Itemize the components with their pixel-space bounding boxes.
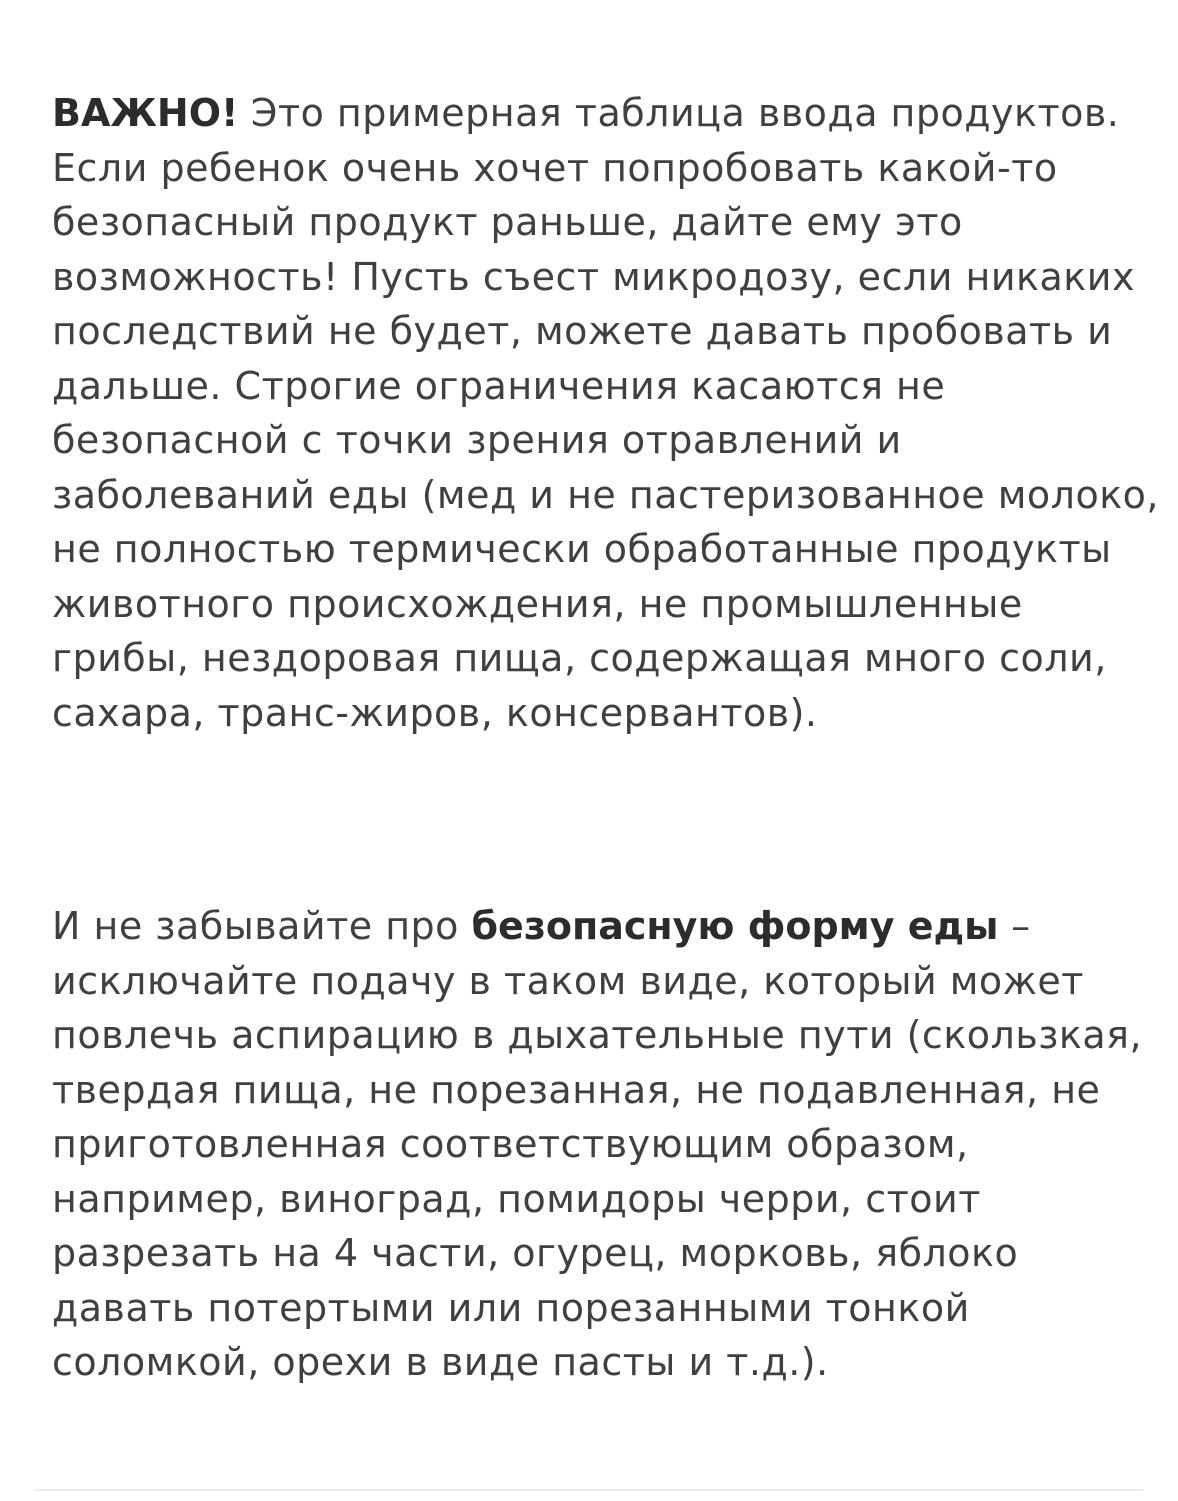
important-paragraph [52, 86, 1160, 740]
safe-food-paragraph [52, 899, 1160, 1390]
safe-food-label: безопасную форму еды [471, 904, 999, 948]
safe-food-intro: И не забывайте про [52, 904, 472, 948]
important-label: ВАЖНО! [52, 91, 239, 135]
bottom-divider [34, 1489, 1144, 1491]
safe-food-text: – исключайте подачу в таком виде, который может повлечь аспирацию в дыхательные пути (скользкая, твердая пища, не порезанная, не подавленная, не приготовленная соответствующим образом, например, виноград, помидоры черри, стоит разрезать на 4 части, огурец, морковь, яблоко давать потертыми или порезанными тонкой соломкой, орехи в виде пасты и т.д.). [52, 904, 1143, 1384]
important-text: Это примерная таблица ввода продуктов. Если ребенок очень хочет попробовать какой-то безопасный продукт раньше, дайте ему это возможность! Пусть съест микродозу, если никаких последствий не будет, можете давать пробовать и дальше. Строгие ограничения касаются не безопасной с точки зрения отравлений и заболеваний еды (мед и не пастеризованное молоко, не полностью термически обработанные продукты животного происхождения, не промышленные грибы, нездоровая пища, содержащая много соли, сахара, транс-жиров, консервантов). [52, 91, 1159, 735]
